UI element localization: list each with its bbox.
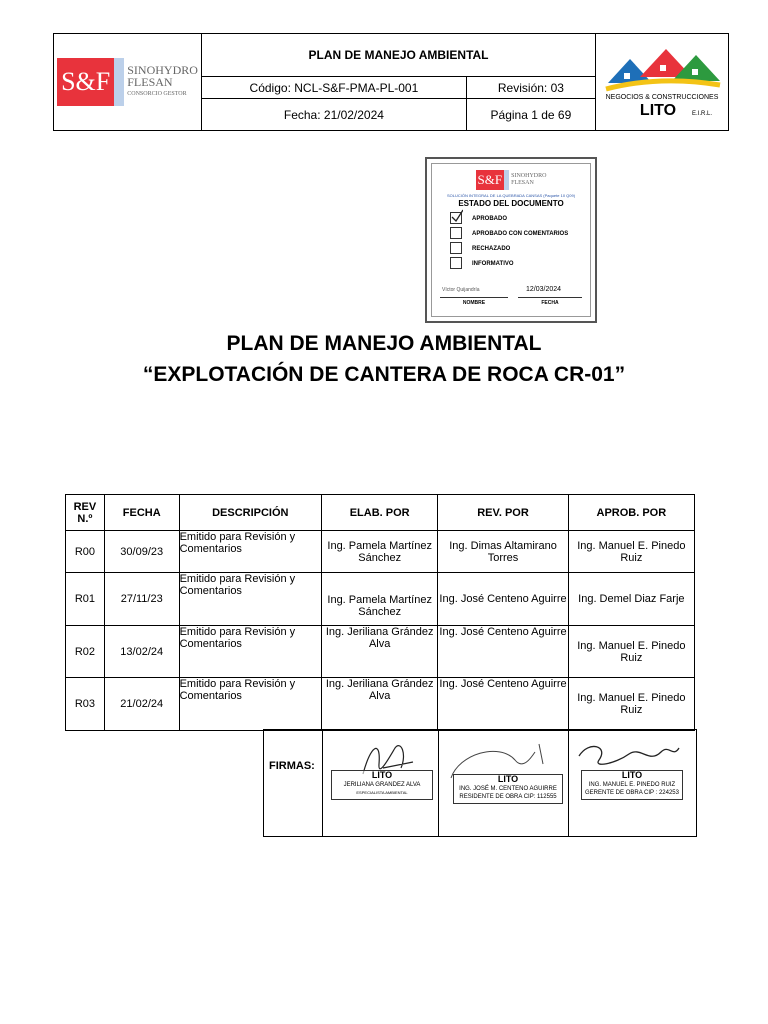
header-revision: Revisión: 03 [466,77,595,99]
stamp-name-label: NOMBRE [440,297,508,306]
stamp-logo: S&F [476,170,505,190]
signature-elab [322,730,439,836]
document-header [53,33,729,131]
col-aprob: APROB. POR [568,495,694,531]
svg-text:LITO: LITO [639,101,677,119]
header-page: Página 1 de 69 [466,99,595,131]
stamp-date-label: FECHA [518,297,582,306]
stamp-heading: ESTADO DEL DOCUMENTO [458,199,564,208]
header-date: Fecha: 21/02/2024 [202,99,467,131]
signatures-block [263,729,697,837]
stamp-name-value: Víctor Quijandría [442,287,480,293]
signature-aprob [568,730,697,836]
header-code: Código: NCL-S&F-PMA-PL-001 [202,77,467,99]
signature-stamp: LITO ING. MANUEL E. PINEDO RUIZ GERENTE DE OBRA CIP : 224253 [581,770,683,800]
header-doc-title: PLAN DE MANEJO AMBIENTAL [202,34,596,77]
sinohydro-flesan-logo: S&F SINOHYDRO FLESAN CONSORCIO GESTOR [54,34,202,131]
col-rev: REV N.º [66,495,105,531]
lito-logo [596,34,729,131]
sf-mark: S&F [57,58,114,106]
table-row: R02 13/02/24 Emitido para Revisión y Comentarios Ing. Jeriliana Grández Alva Ing. José Centeno Aguirre Ing. Manuel E. Pinedo Ruiz [66,626,695,678]
document-title: PLAN DE MANEJO AMBIENTAL [226,332,542,355]
lito-houses-icon [600,41,724,121]
checkbox-icon [450,242,462,254]
signature-rev [438,730,569,836]
col-descripcion: DESCRIPCIÓN [179,495,321,531]
stamp-options [432,212,590,272]
approval-stamp: S&F SINOHYDRO FLESAN SOLUCIÓN INTEGRAL DE LA QUEBRADA CANSAS (Paquete 10 Q09) ESTADO DEL DOCUMENTO APROBADO APROBADO CON COMENTARIOS RECHAZADO INFORMATIVO Víctor Quijandría 12/03/2024 NOMBRE FECHA [425,157,597,323]
stamp-option-informativo: INFORMATIVO [432,257,590,272]
col-fecha: FECHA [104,495,179,531]
table-row: R03 21/02/24 Emitido para Revisión y Comentarios Ing. Jeriliana Grández Alva Ing. José Centeno Aguirre Ing. Manuel E. Pinedo Ruiz [66,678,695,731]
table-header-row [66,495,695,531]
col-rev-por: REV. POR [438,495,568,531]
svg-text:NEGOCIOS & CONSTRUCCIONES: NEGOCIOS & CONSTRUCCIONES [605,93,719,101]
stamp-date-value: 12/03/2024 [526,286,562,293]
stamp-option-rechazado: RECHAZADO [432,242,590,257]
signature-stamp: LITO JERILIANA GRANDEZ ALVA ESPECIALISTA AMBIENTAL [331,770,433,800]
col-elab: ELAB. POR [322,495,438,531]
checkbox-icon [450,227,462,239]
table-row: R00 30/09/23 Emitido para Revisión y Comentarios Ing. Pamela Martínez Sánchez Ing. Dimas Altamirano Torres Ing. Manuel E. Pinedo Ruiz [66,531,695,573]
stamp-option-aprobado: APROBADO [432,212,590,227]
checked-checkbox-icon [450,212,462,224]
checkbox-icon [450,257,462,269]
stamp-project: SOLUCIÓN INTEGRAL DE LA QUEBRADA CANSAS (Paquete 10 Q09) [446,193,576,198]
signature-stamp: LITO ING. JOSÉ M. CENTENO AGUIRRE RESIDENTE DE OBRA CIP: 112555 [453,774,563,804]
table-row: R01 27/11/23 Emitido para Revisión y Comentarios Ing. Pamela Martínez Sánchez Ing. José Centeno Aguirre Ing. Demel Diaz Farje [66,573,695,626]
svg-text:E.I.R.L.: E.I.R.L. [691,110,713,117]
revision-table [65,494,695,731]
document-subtitle: “EXPLOTACIÓN DE CANTERA DE ROCA CR-01” [142,363,626,386]
stamp-option-aprobado-comentarios: APROBADO CON COMENTARIOS [432,227,590,242]
firmas-label: FIRMAS: [269,760,315,772]
